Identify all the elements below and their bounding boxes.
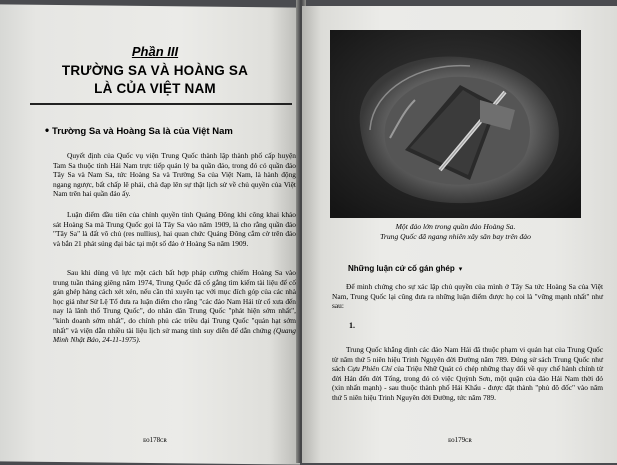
page-number: ᴇᴏ178ᴄʀ bbox=[143, 436, 167, 444]
paragraph bbox=[53, 268, 296, 345]
citation: (Quang Minh Nhật Báo, 24-11-1975). bbox=[53, 325, 296, 345]
part-label: Phần III bbox=[131, 44, 179, 59]
book-title: Cựu Phiên Chí bbox=[347, 364, 392, 374]
section-heading bbox=[348, 264, 548, 273]
section-title: Trường Sa và Hoàng Sa là của Việt Nam bbox=[52, 126, 233, 137]
paragraph-text: Trung Quốc khẳng định các đảo Nam Hải đã thuộc phạm vi quản hạt của Trung Quốc từ năm thứ 5 niên hiệu Trinh Nguyên đời Đường năm 789. Đúng sử sách Trung Quốc như sách bbox=[332, 345, 603, 374]
caption-line: Một đảo lớn trong quần đảo Hoàng Sa. bbox=[395, 222, 516, 231]
chapter-heading-line2: LÀ CỦA VIỆT NAM bbox=[94, 81, 216, 96]
caption-line: Trung Quốc đã ngang nhiên xây sân bay trên đảo bbox=[380, 231, 531, 241]
pen-mark-icon: ▾ bbox=[458, 265, 463, 273]
heading-divider bbox=[30, 103, 292, 105]
paragraph: Quyết định của Quốc vụ viện Trung Quốc thành lập thành phố cấp huyện Tam Sa thuộc tỉnh Hải Nam trực tiếp quản lý ba quần đảo, trong đó có quần đảo Tây Sa và Nam Sa, tức Hoàng Sa và Trường Sa của Việt Nam, là hành động ngang ngược, bất chấp lẽ phải, chà đạp lên sự thật lịch sử về chủ quyền của Việt Nam trên hai quần đảo ấy. bbox=[53, 151, 296, 199]
section-heading bbox=[44, 126, 292, 137]
bullet-icon: • bbox=[44, 126, 51, 137]
paragraph bbox=[332, 345, 603, 403]
island-image bbox=[330, 30, 581, 218]
list-number: 1. bbox=[349, 321, 355, 330]
paragraph: Để minh chứng cho sự xác lập chủ quyền của mình ở Tây Sa tức Hoàng Sa của Việt Nam, Trung Quốc lại cũng đưa ra những luận điểm được họ coi là "vững mạnh nhất" như sau: bbox=[332, 282, 603, 311]
photo-caption bbox=[330, 222, 581, 241]
paragraph-text: của Triệu Nhữ Quát có chép những thay đổi về quy chế hành chính từ đời Hán đến đời Tống, trong đó có việc Quỳnh Sơn, một quận của đảo Hải Nam thời đó (xin nhấn mạnh) - sau thuộc thành phố Hải Khẩu - được đặt thành "phủ đô đốc" vào năm thứ 5 niên hiệu Trinh Nguyên đời Đường, tức năm 789. bbox=[332, 364, 603, 402]
page-number: ᴇᴏ179ᴄʀ bbox=[448, 436, 472, 444]
paragraph: Luận điểm đầu tiên của chính quyền tỉnh Quảng Đông khi công khai khảo sát Hoàng Sa mà Trung Quốc gọi là Tây Sa vào năm 1909, là cho rằng quần đảo "Tây Sa" là đất vô chủ (res nullius), hai quan chức Quảng Đông cắm cờ trên đảo và bắn 21 phát súng đại bác tại một số đảo ở Hoàng Sa năm 1909. bbox=[53, 210, 296, 248]
paragraph-text: Sau khi dùng vũ lực một cách bất hợp pháp cưỡng chiếm Hoàng Sa vào trung tuần tháng giêng năm 1974, Trung Quốc đã cố gắng tìm kiếm tài liệu để cố gán ghép hàng cách xét xén, nếu cần thì xuyên tạc với mục đích góp của các nhà học giả như Sử Lệ Tổ đưa ra luận điểm cho rằng "các đảo Nam Hải từ cổ xưa đến nay là lãnh thổ Trung Quốc", do nhân dân Trung Quốc "phát hiện sớm nhất", "kinh doanh sớm nhất", do chính phủ các triều đại Trung Quốc "quản hạt sớm nhất" và viện dẫn nhiều tài liệu lịch sử mang tính suy diễn để dẫn chứng bbox=[53, 268, 296, 335]
island-photo bbox=[330, 30, 581, 218]
section-title: Những luận cứ cố gán ghép bbox=[348, 264, 455, 273]
chapter-heading-line1: TRƯỜNG SA VÀ HOÀNG SA bbox=[61, 63, 249, 78]
